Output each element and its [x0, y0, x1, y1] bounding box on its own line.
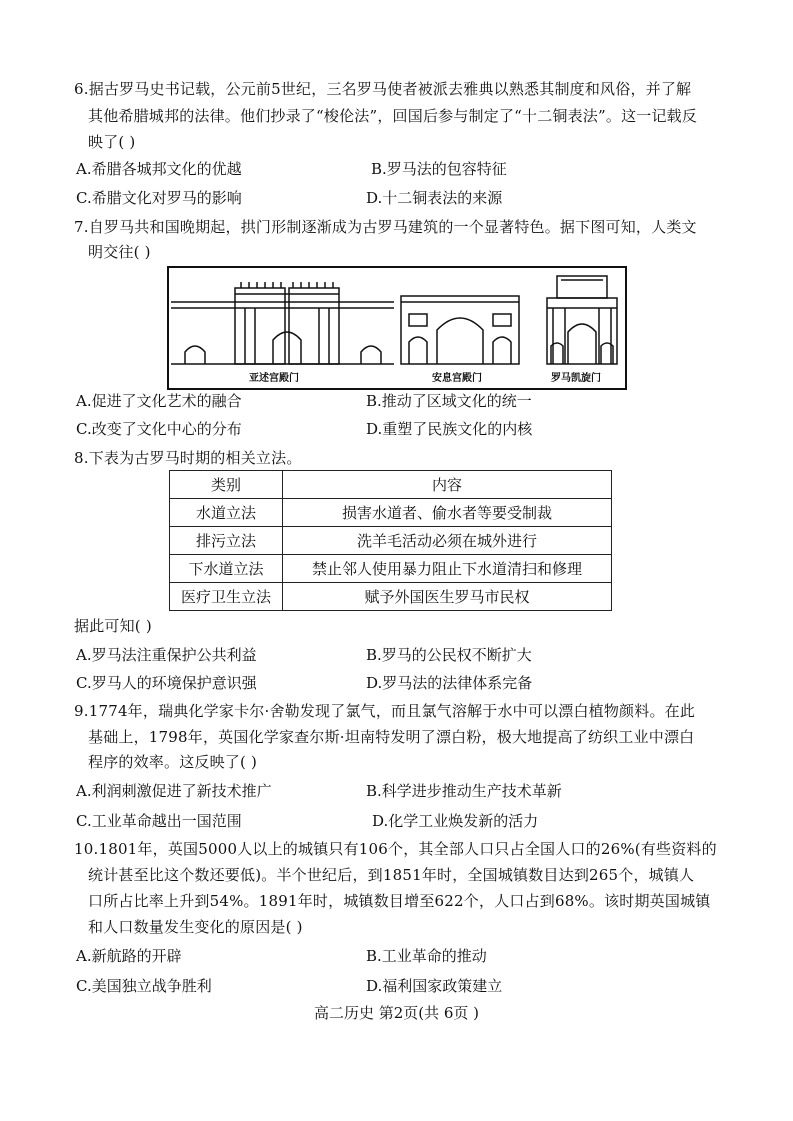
table-row	[170, 555, 612, 583]
table-cell: 医疗卫生立法	[170, 583, 283, 611]
caption-parthian-gate: 安息宫殿门	[432, 373, 482, 384]
q7-line-1: 7.自罗马共和国晚期起，拱门形制逐渐成为古罗马建筑的一个显著特色。据下图可知，人类文	[74, 218, 697, 236]
q6-option-d: D.十二铜表法的来源	[366, 189, 503, 207]
table-row	[170, 527, 612, 555]
legislation-table	[169, 470, 612, 611]
table-cell: 损害水道者、偷水者等要受制裁	[283, 499, 612, 527]
page-footer: 高二历史 第2页(共 6页 )	[313, 1004, 480, 1022]
q10-line-3: 口所占比率上升到54%。1891年时，城镇数目增至622个，人口占到68%。该时期英国城镇	[88, 892, 711, 910]
arch-figure	[167, 266, 627, 390]
q10-line-4: 和人口数量发生变化的原因是( )	[88, 918, 303, 936]
q7-option-a: A.促进了文化艺术的融合	[76, 392, 242, 410]
q9-line-1: 9.1774年，瑞典化学家卡尔·舍勒发现了氯气，而且氯气溶解于水中可以漂白植物颜料。在此	[74, 702, 696, 720]
table-header-category: 类别	[170, 471, 283, 499]
q9-option-b: B.科学进步推动生产技术革新	[366, 782, 562, 800]
q6-line-2: 其他希腊城邦的法律。他们抄录了“梭伦法”，回国后参与制定了“十二铜表法”。这一记载反	[88, 107, 698, 125]
q10-option-c: C.美国独立战争胜利	[76, 977, 212, 995]
caption-assyrian-gate: 亚述宫殿门	[249, 373, 299, 384]
table-cell: 赋予外国医生罗马市民权	[283, 583, 612, 611]
q6-line-1: 6.据古罗马史书记载，公元前5世纪，三名罗马使者被派去雅典以熟悉其制度和风俗，并了解	[74, 80, 692, 98]
q9-line-2: 基础上，1798年，英国化学家查尔斯·坦南特发明了漂白粉，极大地提高了纺织工业中漂白	[88, 728, 695, 746]
q6-option-a: A.希腊各城邦文化的优越	[76, 160, 242, 178]
q9-line-3: 程序的效率。这反映了( )	[88, 753, 258, 771]
q7-option-b: B.推动了区域文化的统一	[366, 392, 532, 410]
caption-roman-arch: 罗马凯旋门	[551, 373, 601, 384]
q7-line-2: 明交往( )	[88, 243, 151, 261]
q10-option-d: D.福利国家政策建立	[366, 977, 503, 995]
q8-option-a: A.罗马法注重保护公共利益	[76, 646, 257, 664]
q9-option-a: A.利润刺激促进了新技术推广	[76, 782, 272, 800]
table-row	[170, 583, 612, 611]
q7-option-c: C.改变了文化中心的分布	[76, 420, 242, 438]
q8-intro: 8.下表为古罗马时期的相关立法。	[74, 449, 302, 467]
q6-line-3: 映了( )	[88, 133, 136, 151]
q8-option-b: B.罗马的公民权不断扩大	[366, 646, 532, 664]
table-cell: 水道立法	[170, 499, 283, 527]
table-header-row	[170, 471, 612, 499]
table-cell: 洗羊毛活动必须在城外进行	[283, 527, 612, 555]
q6-option-b: B.罗马法的包容特征	[371, 160, 507, 178]
q8-option-d: D.罗马法的法律体系完备	[366, 674, 533, 692]
table-cell: 排污立法	[170, 527, 283, 555]
table-cell: 禁止邻人使用暴力阻止下水道清扫和修理	[283, 555, 612, 583]
table-cell: 下水道立法	[170, 555, 283, 583]
table-header-content: 内容	[283, 471, 612, 499]
q8-prompt: 据此可知( )	[74, 617, 152, 635]
q6-option-c: C.希腊文化对罗马的影响	[76, 189, 242, 207]
q9-option-c: C.工业革命越出一国范围	[76, 812, 242, 830]
q7-option-d: D.重塑了民族文化的内核	[366, 420, 533, 438]
table-row	[170, 499, 612, 527]
q8-option-c: C.罗马人的环境保护意识强	[76, 674, 257, 692]
q10-option-b: B.工业革命的推动	[366, 947, 487, 965]
q10-line-1: 10.1801年，英国5000人以上的城镇只有106个，其全部人口只占全国人口的26%(有些资料的	[74, 840, 717, 858]
q9-option-d: D.化学工业焕发新的活力	[372, 812, 539, 830]
q10-option-a: A.新航路的开辟	[76, 947, 182, 965]
q10-line-2: 统计甚至比这个数还要低)。半个世纪后，到1851年时，全国城镇数目达到265个，城镇人	[88, 866, 695, 884]
